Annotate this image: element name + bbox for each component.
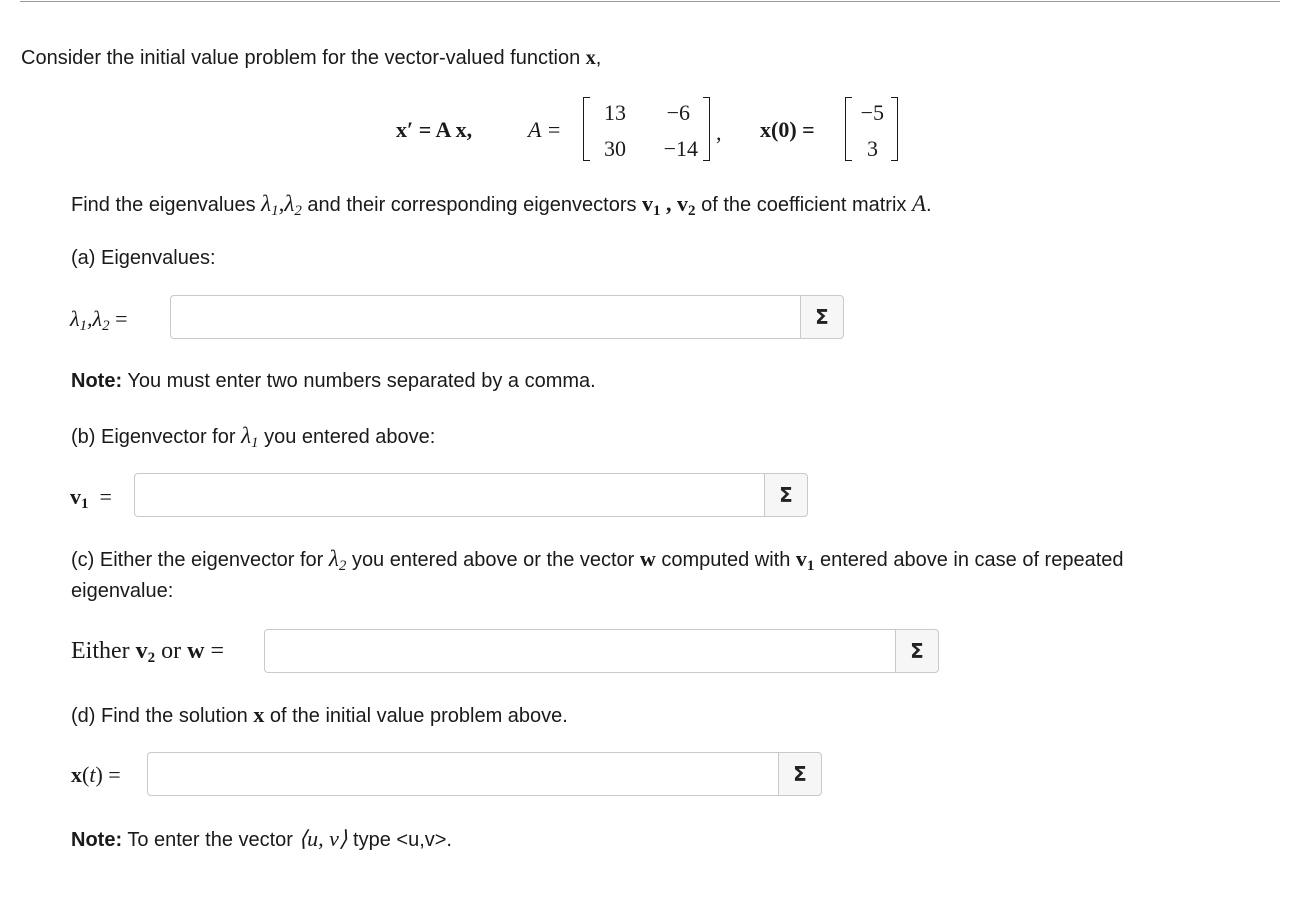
matrix-cell: 13 [604, 100, 626, 125]
sigma-icon[interactable]: Σ [764, 473, 808, 517]
top-divider [20, 1, 1280, 2]
matrix-right-bracket [703, 97, 710, 161]
find-instructions: Find the eigenvalues $\lambda_1,\lambda_2$ and their corresponding eigenvectors $v_1$ , $v_2$ of the coefficient matrix A. [71, 191, 932, 219]
eigenvalues-label: $\lambda_1,\lambda_2$ = [70, 306, 128, 334]
solution-input[interactable] [147, 752, 778, 796]
part-d-note: Note: To enter the vector ⟨u, v⟩ type <u,v>. [71, 826, 452, 851]
part-c-heading-line2: eigenvalue: [71, 580, 174, 602]
part-b-heading: (b) Eigenvector for $\lambda_1$ you entered above: [71, 423, 436, 451]
sigma-icon[interactable]: Σ [895, 629, 939, 673]
v1-label: $v_1$ = [70, 484, 112, 512]
ic-right-bracket [891, 97, 898, 161]
intro-text: Consider the initial value problem for the vector-valued function x, [21, 47, 602, 69]
ic-cell: −5 [860, 100, 884, 125]
part-d-heading: (d) Find the solution x of the initial value problem above. [71, 702, 568, 727]
v2-or-w-input[interactable] [264, 629, 895, 673]
v1-input[interactable] [134, 473, 764, 517]
matrix-cell: −14 [663, 136, 698, 161]
sigma-icon[interactable]: Σ [800, 295, 844, 339]
matrix-label: A = [528, 117, 562, 142]
ic-cell: 3 [867, 136, 878, 161]
part-a-note: Note: You must enter two numbers separated by a comma. [71, 370, 596, 392]
matrix-left-bracket [583, 97, 590, 161]
xt-label: x(t) = [71, 762, 121, 787]
ode-equation: x′ = A x, [396, 117, 473, 142]
eigenvalues-input[interactable] [170, 295, 800, 339]
sigma-icon[interactable]: Σ [778, 752, 822, 796]
part-c-heading: (c) Either the eigenvector for $\lambda_2$ you entered above or the vector w computed with $v_1$ entered above in case of repeated [71, 546, 1124, 574]
part-a-heading: (a) Eigenvalues: [71, 247, 216, 269]
initial-condition-label: x(0) = [760, 117, 815, 142]
equation-comma: , [716, 120, 722, 145]
matrix-cell: 30 [604, 136, 626, 161]
matrix-cell: −6 [666, 100, 690, 125]
v2-or-w-label: Either $v_2$ or w = [71, 638, 225, 666]
ic-left-bracket [845, 97, 852, 161]
